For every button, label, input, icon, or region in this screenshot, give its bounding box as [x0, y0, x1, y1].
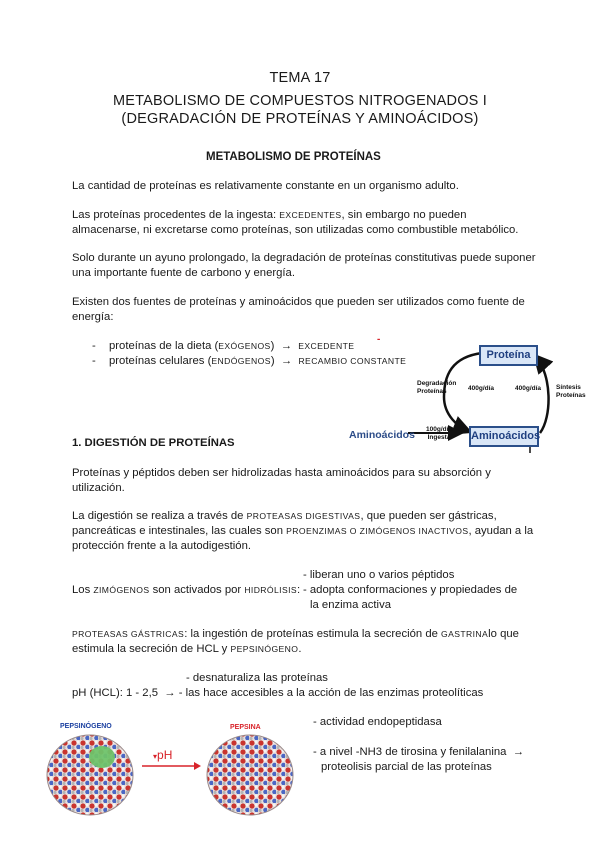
- list-item-exogenos: proteínas de la dieta (EXÓGENOS) → EXCEDENTE: [109, 340, 355, 352]
- paragraph-1: La cantidad de proteínas es relativamente constante en un organismo adulto.: [72, 180, 459, 192]
- ph-item-1: - desnaturaliza las proteínas: [186, 672, 328, 684]
- pepsina-label: PEPSINA: [230, 724, 261, 731]
- pepsin-structure: [204, 731, 296, 817]
- rate-left: 400g/día: [468, 385, 495, 392]
- paragraph-2-line1: Las proteínas procedentes de la ingesta: EXCEDENTES, sin embargo no pueden: [72, 209, 467, 221]
- zimogenos-item-3: la enzima activa: [310, 599, 391, 611]
- tema-title: METABOLISMO DE COMPUESTOS NITROGENADOS I: [112, 93, 488, 109]
- pepsinogeno-label: PEPSINÓGENO: [60, 723, 112, 730]
- section-title: METABOLISMO DE PROTEÍNAS: [206, 151, 381, 163]
- aminoacids-box: Aminoácidos: [469, 426, 539, 447]
- tema-subtitle: (DEGRADACIÓN DE PROTEÍNAS Y AMINOÁCIDOS): [121, 111, 479, 127]
- gastricas-line1: PROTEASAS GÁSTRICAS: la ingestión de proteínas estimula la secreción de GASTRINAlo que: [72, 628, 519, 640]
- tema-number: TEMA 17: [269, 70, 331, 86]
- paragraph-5-line2: utilización.: [72, 482, 125, 494]
- paragraph-6-line3: protección frente a la autodigestión.: [72, 540, 251, 552]
- zimogenos-line: Los ZIMÓGENOS son activados por HIDRÓLISIS:: [72, 584, 301, 596]
- pepsina-note-1: - actividad endopeptidasa: [313, 716, 442, 728]
- pepsina-note-2: - a nivel -NH3 de tirosina y fenilalanina →: [313, 746, 524, 758]
- ph-arrow-label: ▾pH: [153, 748, 173, 762]
- zimogenos-item-2: - adopta conformaciones y propiedades de: [303, 584, 518, 596]
- propeptide-region: [89, 746, 115, 768]
- aminoacids-label: Aminoácidos: [349, 429, 415, 441]
- pepsinogen-structure: [44, 731, 136, 817]
- protein-box: Proteína: [479, 345, 538, 366]
- paragraph-2-line2: almacenarse, ni excretarse como proteínas, son utilizadas como combustible metabólico.: [72, 224, 519, 236]
- synthesis-label: Síntesis Proteínas: [556, 384, 586, 399]
- paragraph-4-line1: Existen dos fuentes de proteínas y aminoácidos que pueden ser utilizados como fuente de: [72, 296, 525, 308]
- ph-line: pH (HCL): 1 - 2,5 → - las hace accesibles a la acción de las enzimas proteolíticas: [72, 687, 484, 699]
- pepsina-note-3: proteolisis parcial de las proteínas: [321, 761, 492, 773]
- gastricas-line2: estimula la secreción de HCL y PEPSINÓGENO.: [72, 643, 302, 655]
- zimogenos-item-1: - liberan uno o varios péptidos: [303, 569, 455, 581]
- list-item-endogenos: proteínas celulares (ENDÓGENOS) → RECAMBIO CONSTANTE: [109, 355, 407, 367]
- paragraph-6-line2: pancreáticas e intestinales, las cuales son PROENZIMAS O ZIMÓGENOS INACTIVOS, ayudan a la: [72, 525, 534, 537]
- ingesta-label: 100g/día Ingesta: [426, 426, 453, 441]
- paragraph-4-line2: energía:: [72, 311, 114, 323]
- paragraph-3-line1: Solo durante un ayuno prolongado, la degradación de proteínas constitutivas puede suponer: [72, 252, 536, 264]
- paragraph-3-line2: una importante fuente de carbono y energía.: [72, 267, 295, 279]
- section-1-title: 1. DIGESTIÓN DE PROTEÍNAS: [72, 437, 235, 449]
- degradation-label: Degradación Proteínas: [417, 380, 457, 395]
- list-item: -: [92, 355, 96, 367]
- synthesis-arrow: [536, 357, 549, 433]
- red-mark: -: [377, 334, 381, 345]
- rate-right: 400g/día: [515, 385, 542, 392]
- paragraph-5-line1: Proteínas y péptidos deben ser hidrolizadas hasta aminoácidos para su absorción y: [72, 467, 491, 479]
- list-item: -: [92, 340, 96, 352]
- paragraph-6-line1: La digestión se realiza a través de PROTEASAS DIGESTIVAS, que pueden ser gástricas,: [72, 510, 497, 522]
